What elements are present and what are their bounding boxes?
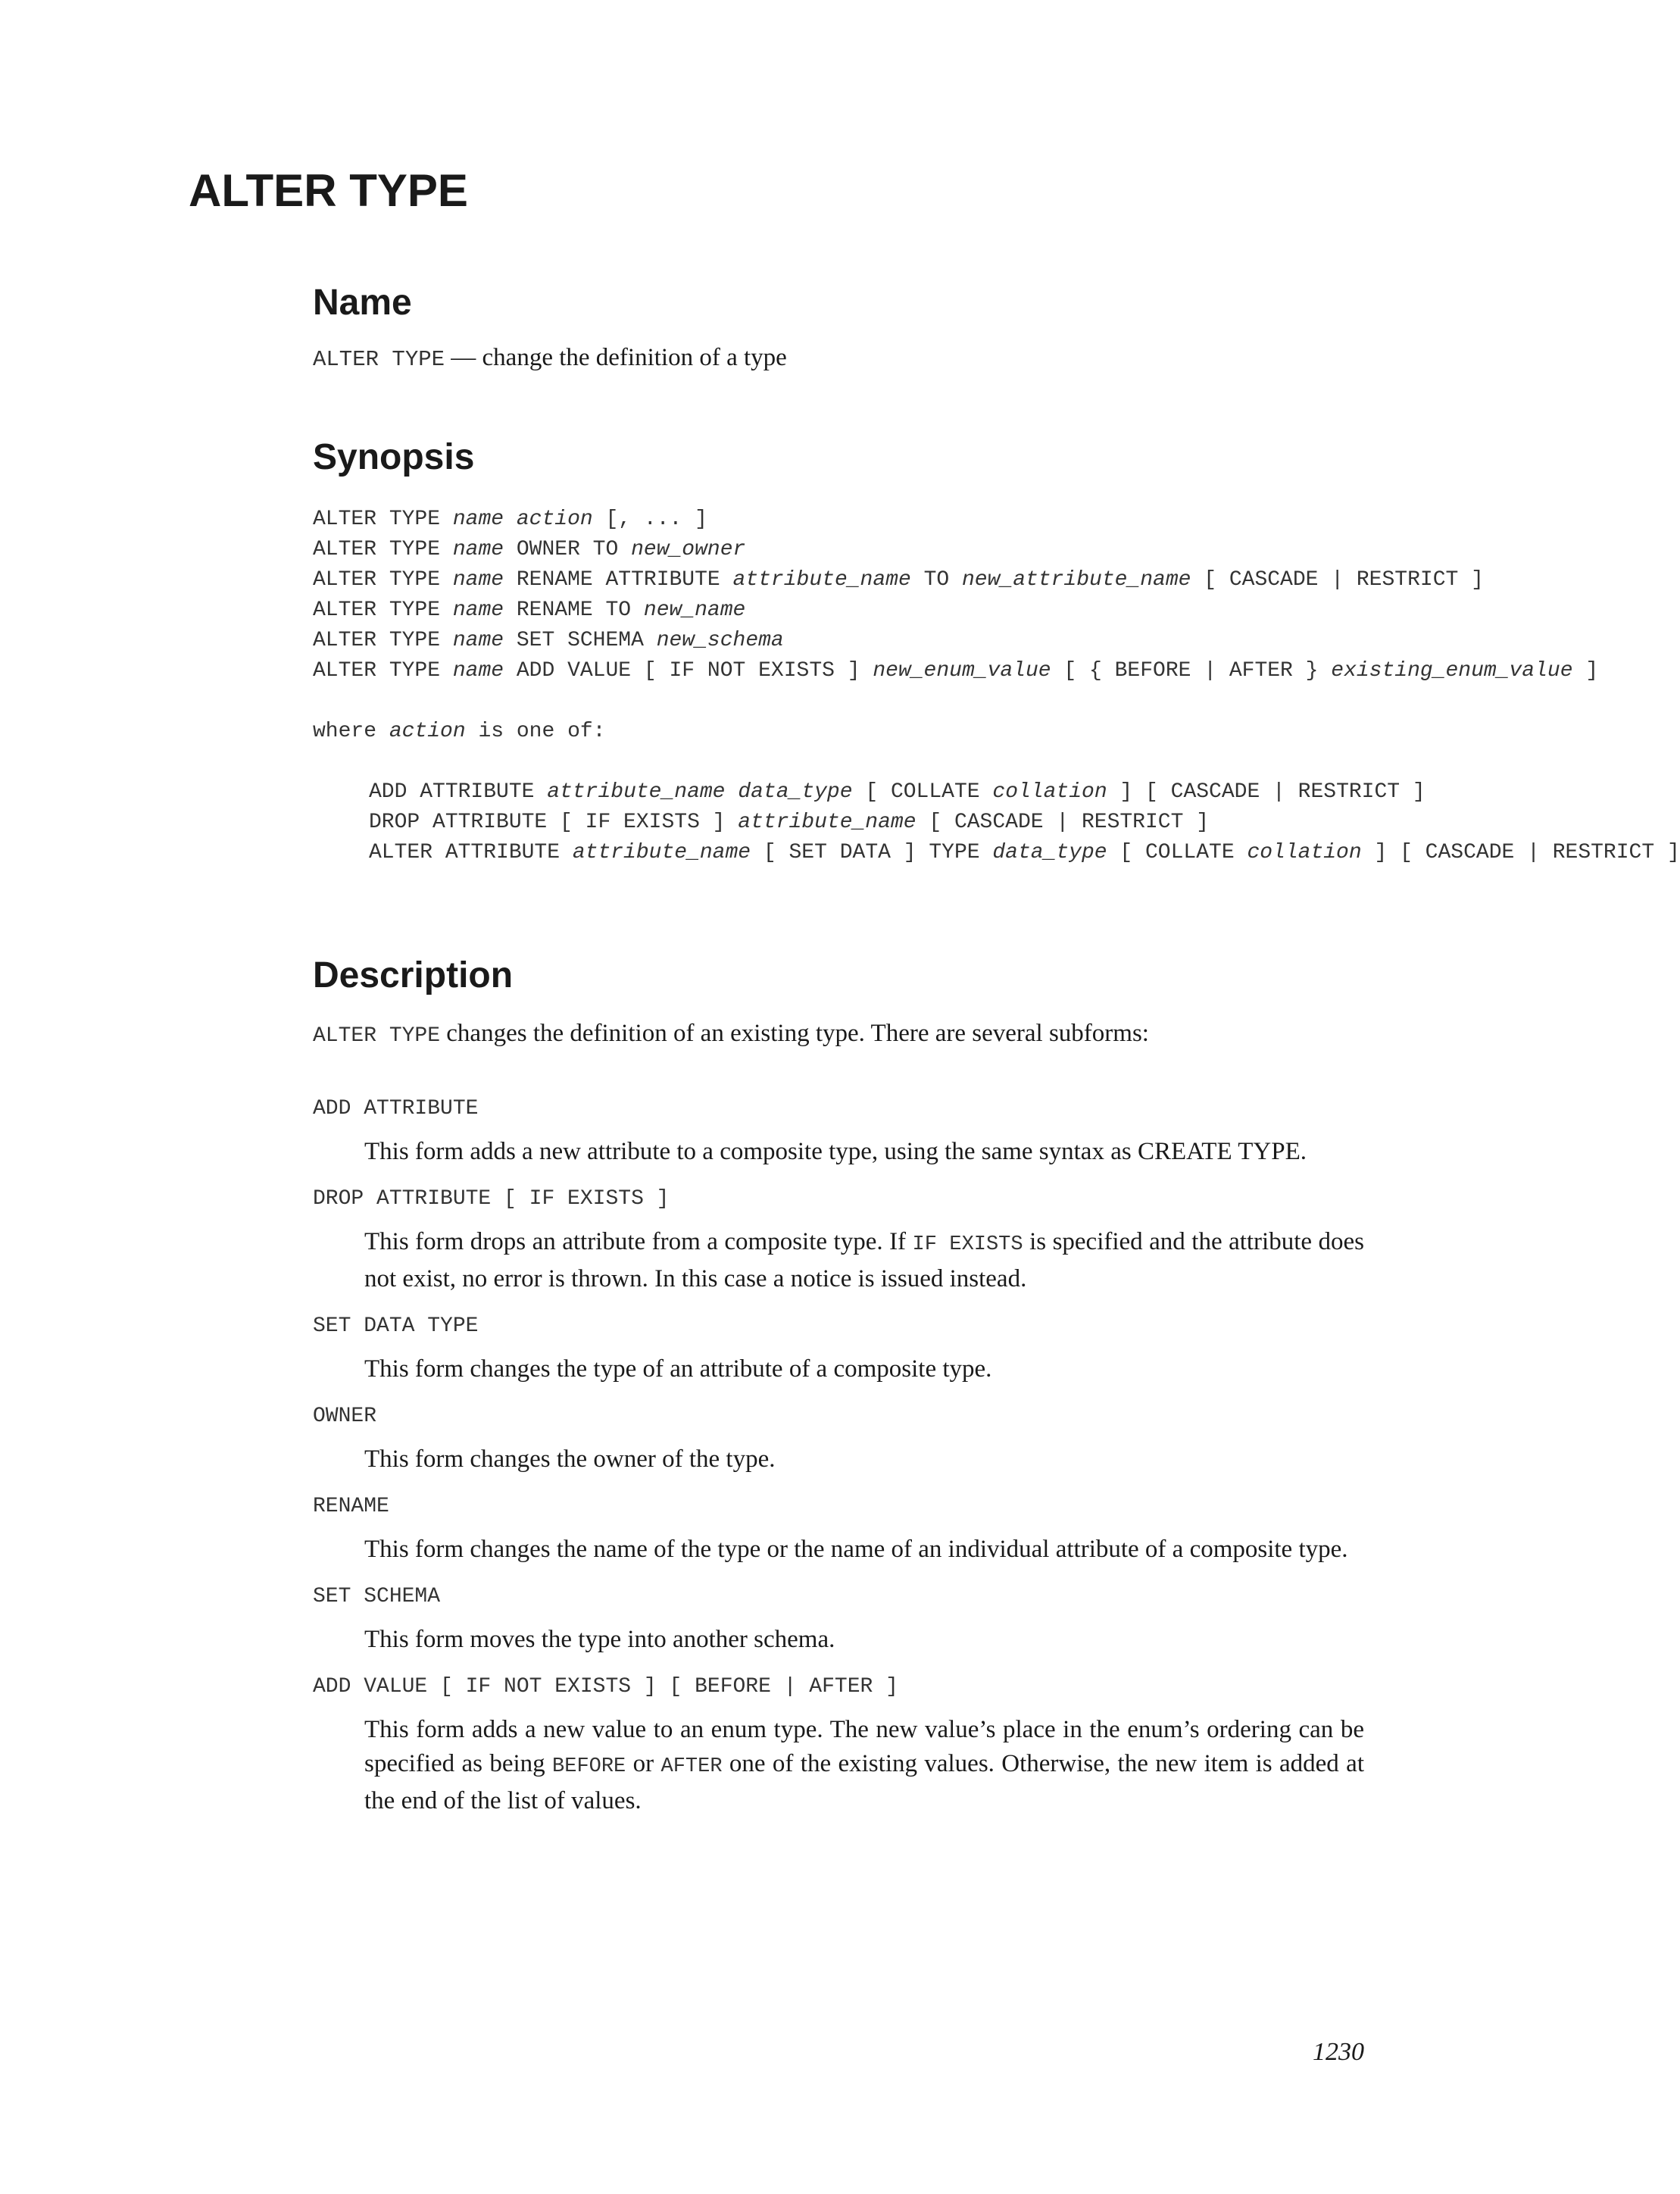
name-heading: Name (313, 283, 412, 323)
placeholder-text: data_type (992, 841, 1107, 864)
synopsis-block (313, 505, 1680, 868)
code-text: DROP ATTRIBUTE [ IF EXISTS ] (369, 811, 739, 834)
synopsis-line (313, 595, 1551, 626)
text-run: This form changes the owner of the type. (364, 1445, 776, 1473)
code-text: TO (910, 568, 962, 592)
subform-list (313, 1094, 1366, 1833)
code-text: [, ... ] (592, 508, 707, 531)
placeholder-text: attribute_name (738, 811, 917, 834)
placeholder-text: name (452, 599, 504, 622)
code-text: where (313, 720, 389, 743)
code-text: ] [ CASCADE | RESTRICT ] (1361, 841, 1680, 864)
synopsis-line (313, 656, 1599, 686)
synopsis-line (313, 565, 1551, 595)
code-text (504, 508, 517, 531)
inline-code: ALTER TYPE (313, 1024, 441, 1048)
description-heading: Description (313, 955, 514, 995)
inline-code: BEFORE (552, 1755, 626, 1778)
synopsis-line (313, 535, 1551, 565)
placeholder-text: attribute_name (732, 568, 911, 592)
code-text: ADD VALUE [ IF NOT EXISTS ] (504, 659, 873, 683)
code-text: RENAME TO (504, 599, 644, 622)
placeholder-text: data_type (738, 780, 853, 804)
code-text: [ COLLATE (852, 780, 993, 804)
code-text: OWNER TO (504, 538, 632, 561)
code-text: ALTER TYPE (313, 508, 453, 531)
placeholder-text: collation (1247, 841, 1362, 864)
text-run: This form changes the type of an attribute of a composite type. (364, 1355, 992, 1383)
text-run: one of the existing values. Otherwise, the new item is added at the end of the list of values. (364, 1750, 1364, 1814)
synopsis-line (313, 626, 1551, 656)
description-intro (313, 1020, 1149, 1048)
synopsis-action-line (313, 838, 1680, 868)
placeholder-text: name (452, 629, 504, 652)
code-text: ] [ CASCADE | RESTRICT ] (1107, 780, 1426, 804)
subform-definition (364, 1442, 1364, 1477)
code-text: ALTER TYPE (313, 568, 453, 592)
subform-term: SET DATA TYPE (313, 1314, 479, 1338)
code-text: is one of: (465, 720, 606, 743)
placeholder-text: new_name (643, 599, 746, 622)
code-text: ALTER TYPE (313, 538, 453, 561)
inline-code: AFTER (660, 1755, 723, 1778)
code-text: [ CASCADE | RESTRICT ] (916, 811, 1209, 834)
text-run: This form moves the type into another schema. (364, 1626, 835, 1653)
code-text: ] (1572, 659, 1599, 683)
synopsis-action-lines (313, 777, 1680, 868)
synopsis-lines (313, 505, 1599, 686)
placeholder-text: existing_enum_value (1331, 659, 1573, 683)
placeholder-text: action (516, 508, 593, 531)
inline-code: IF EXISTS (912, 1233, 1023, 1256)
text-run: This form drops an attribute from a composite type. If (364, 1228, 913, 1255)
subform-definition (364, 1713, 1364, 1818)
subform-term: RENAME (313, 1495, 389, 1518)
text-run: This form adds a new value to an enum type. The new value’s place in the enum’s ordering can be specified as being (364, 1716, 1364, 1777)
synopsis-action-line (313, 777, 1551, 808)
synopsis-where-line (313, 717, 1551, 747)
code-text: [ { BEFORE | AFTER } (1051, 659, 1332, 683)
name-command: ALTER TYPE (313, 347, 445, 372)
placeholder-text: name (452, 659, 504, 683)
name-summary: — change the definition of a type (445, 344, 787, 371)
placeholder-text: collation (992, 780, 1107, 804)
subform-term: ADD ATTRIBUTE (313, 1097, 479, 1120)
placeholder-text: attribute_name (572, 841, 751, 864)
text-run: is specified and the attribute does not exist, no error is thrown. In this case a notice is issued instead. (364, 1228, 1365, 1292)
code-text: ALTER ATTRIBUTE (369, 841, 573, 864)
text-run: This form adds a new attribute to a composite type, using the same syntax as CREATE TYPE. (364, 1138, 1307, 1165)
synopsis-action-line (313, 808, 1551, 838)
code-text: SET SCHEMA (504, 629, 657, 652)
subform-definition (364, 1135, 1364, 1169)
code-text: ADD ATTRIBUTE (369, 780, 548, 804)
code-text: [ SET DATA ] TYPE (751, 841, 993, 864)
subform-term: OWNER (313, 1405, 377, 1428)
placeholder-text: new_attribute_name (961, 568, 1191, 592)
text-run: changes the definition of an existing type. There are several subforms: (440, 1020, 1149, 1047)
placeholder-text: action (389, 720, 466, 743)
page-number: 1230 (1313, 2038, 1364, 2066)
placeholder-text: attribute_name (547, 780, 726, 804)
placeholder-text: new_enum_value (873, 659, 1051, 683)
synopsis-line (313, 505, 1551, 535)
code-text: ALTER TYPE (313, 629, 453, 652)
subform-definition (364, 1533, 1364, 1567)
subform-definition (364, 1352, 1364, 1386)
page-title: ALTER TYPE (189, 165, 468, 216)
name-line (313, 344, 787, 372)
subform-term: DROP ATTRIBUTE [ IF EXISTS ] (313, 1187, 670, 1211)
code-text (726, 780, 739, 804)
placeholder-text: name (452, 568, 504, 592)
subform-definition (364, 1623, 1364, 1657)
text-run: This form changes the name of the type or the name of an individual attribute of a composite type. (364, 1536, 1348, 1563)
synopsis-heading: Synopsis (313, 437, 475, 477)
code-text: [ CASCADE | RESTRICT ] (1191, 568, 1484, 592)
placeholder-text: new_owner (631, 538, 746, 561)
code-text: [ COLLATE (1107, 841, 1248, 864)
subform-term: ADD VALUE [ IF NOT EXISTS ] [ BEFORE | AFTER ] (313, 1675, 898, 1699)
subform-definition (364, 1225, 1364, 1296)
code-text: RENAME ATTRIBUTE (504, 568, 733, 592)
placeholder-text: name (452, 508, 504, 531)
text-run: or (626, 1750, 661, 1777)
placeholder-text: new_schema (656, 629, 784, 652)
placeholder-text: name (452, 538, 504, 561)
code-text: ALTER TYPE (313, 599, 453, 622)
code-text: ALTER TYPE (313, 659, 453, 683)
subform-term: SET SCHEMA (313, 1585, 441, 1608)
